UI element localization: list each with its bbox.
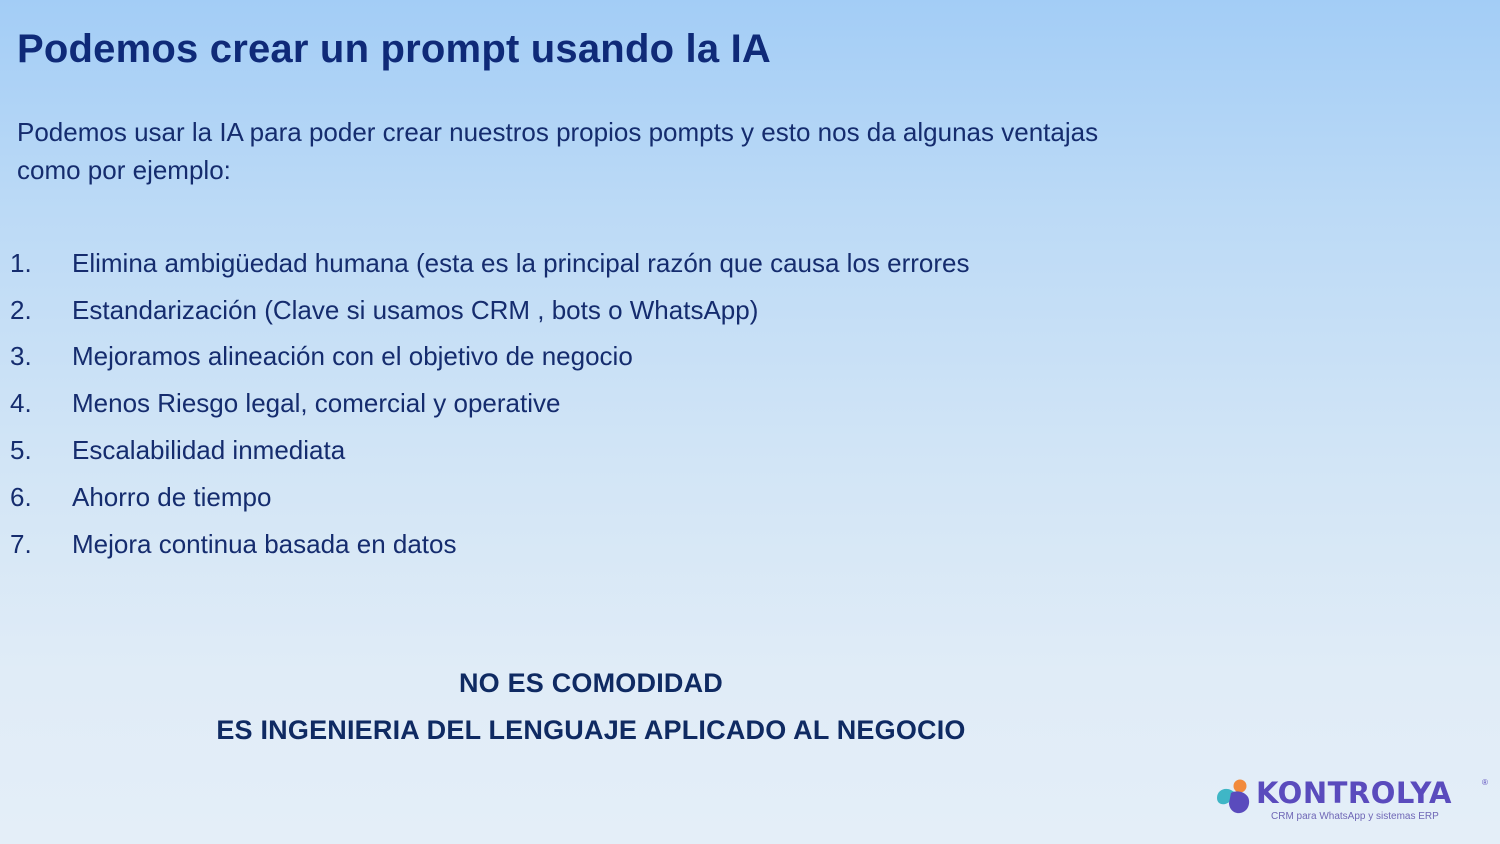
list-item xyxy=(10,427,970,474)
list-item xyxy=(10,521,970,568)
list-item-text: Menos Riesgo legal, comercial y operative xyxy=(72,388,561,419)
list-item-text: Elimina ambigüedad humana (esta es la principal razón que causa los errores xyxy=(72,247,970,278)
list-item-number: 5. xyxy=(10,435,32,466)
list-item-number: 1. xyxy=(10,247,32,278)
list-item xyxy=(10,287,970,334)
list-item-text: Mejora continua basada en datos xyxy=(72,528,457,559)
list-item xyxy=(10,380,970,427)
registered-mark: ® xyxy=(1482,778,1488,787)
list-item-text: Ahorro de tiempo xyxy=(72,481,272,512)
closing-statement-1: NO ES COMODIDAD xyxy=(458,668,723,698)
list-item-text: Escalabilidad inmediata xyxy=(72,435,346,466)
kontrolya-logo xyxy=(1214,774,1490,826)
slide-title: Podemos crear un prompt usando la IA xyxy=(17,27,771,71)
logo-name: KONTROLYA xyxy=(1256,776,1452,810)
closing-statement-2: ES INGENIERIA DEL LENGUAJE APLICADO AL NEGOCIO xyxy=(216,715,966,745)
list-item-number: 4. xyxy=(10,388,32,419)
list-item-number: 3. xyxy=(10,341,32,372)
list-item xyxy=(10,240,970,287)
list-item-text: Mejoramos alineación con el objetivo de negocio xyxy=(72,341,633,372)
list-item-number: 7. xyxy=(10,528,32,559)
list-item-text: Estandarización (Clave si usamos CRM , bots o WhatsApp) xyxy=(72,294,759,325)
list-item-number: 2. xyxy=(10,294,32,325)
list-item-number: 6. xyxy=(10,481,32,512)
list-item xyxy=(10,474,970,521)
list-item xyxy=(10,334,970,381)
logo-tagline: CRM para WhatsApp y sistemas ERP xyxy=(1271,811,1439,822)
advantages-list xyxy=(10,240,970,568)
intro-paragraph: Podemos usar la IA para poder crear nuestros propios pompts y esto nos da algunas ventajas como por ejemplo: xyxy=(17,117,1099,185)
kontrolya-logo-mark-icon xyxy=(1214,776,1254,816)
